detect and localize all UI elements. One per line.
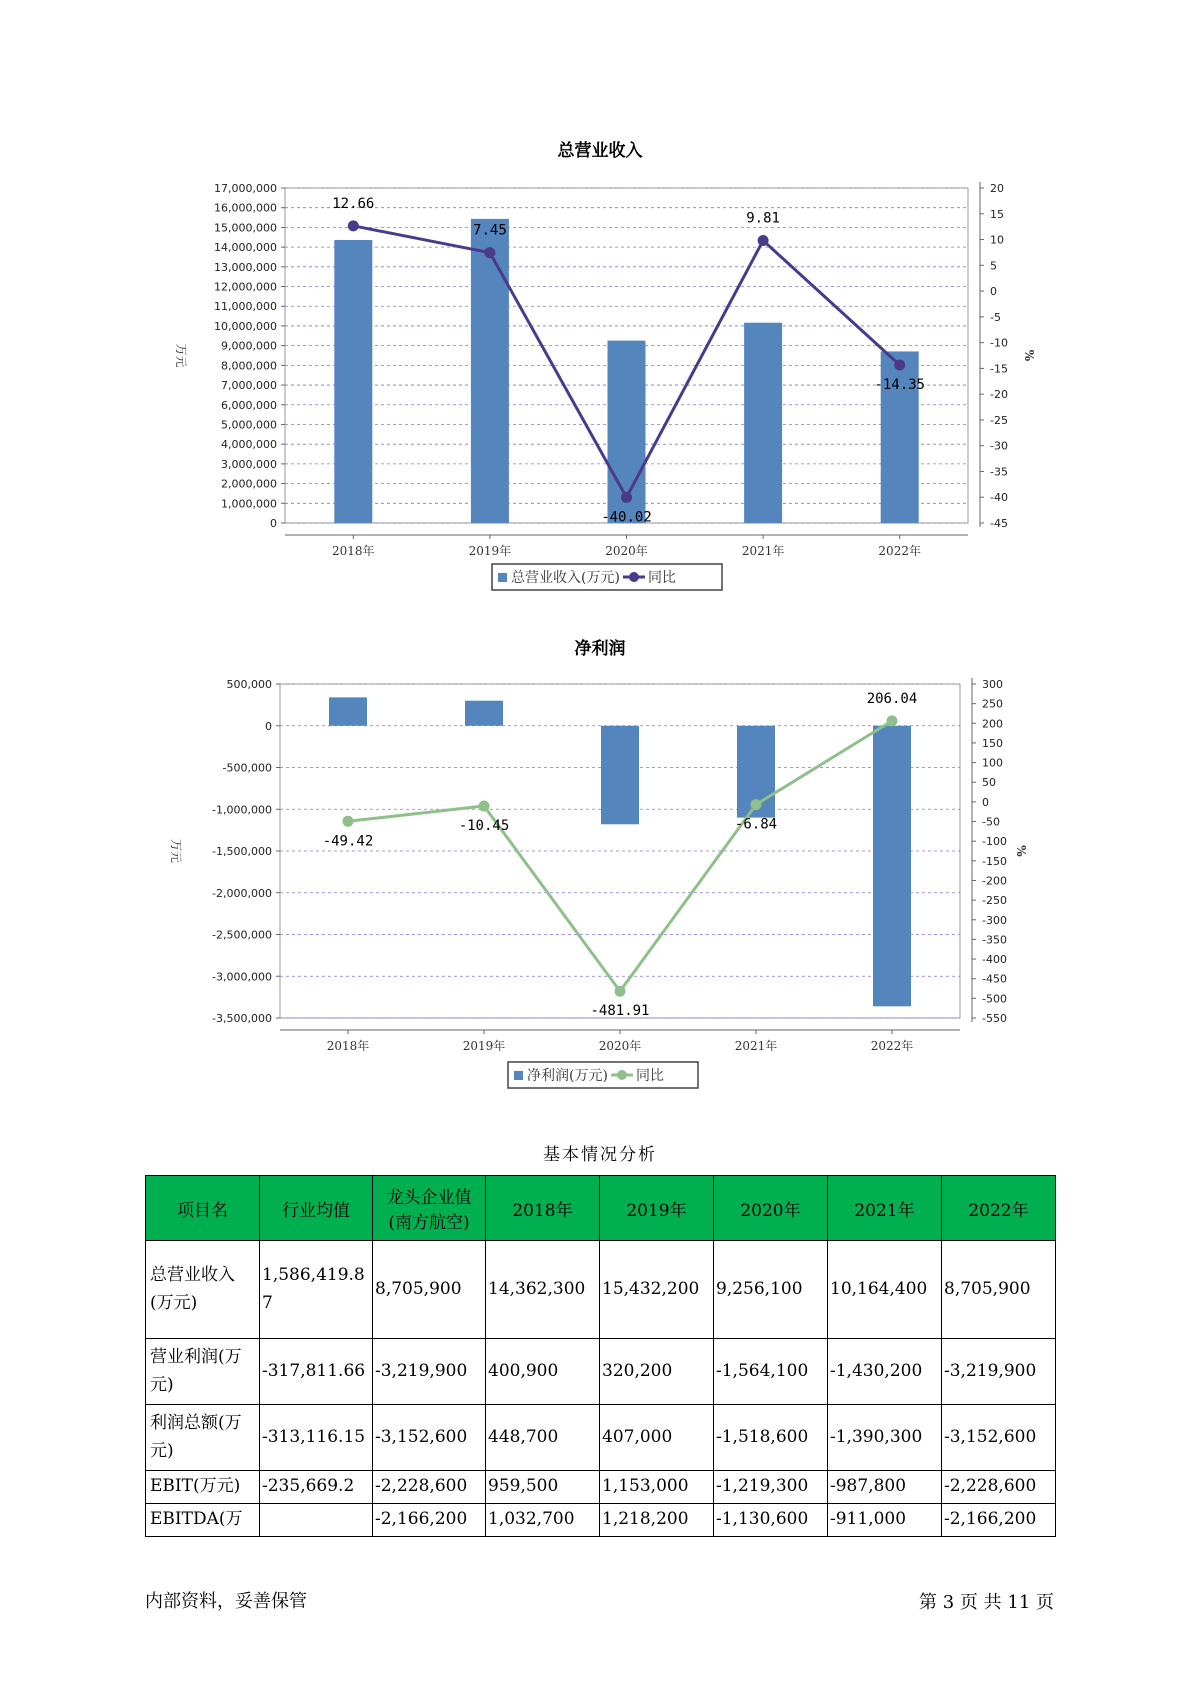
x-tick-label: 2018年 bbox=[326, 1039, 370, 1053]
table-cell: 10,164,400 bbox=[828, 1241, 942, 1339]
header-cell: 项目名 bbox=[146, 1176, 260, 1241]
y2-tick-label: -200 bbox=[982, 874, 1007, 888]
table-row bbox=[146, 1471, 1056, 1504]
y-tick-label: 12,000,000 bbox=[214, 280, 277, 294]
table-cell: -3,152,600 bbox=[373, 1405, 486, 1471]
y2-tick-label: -10 bbox=[990, 336, 1008, 350]
table-cell: 1,153,000 bbox=[600, 1471, 714, 1504]
y2-tick-label: -150 bbox=[982, 854, 1007, 868]
y2-tick-label: 0 bbox=[982, 795, 989, 809]
y-tick-label: 4,000,000 bbox=[221, 438, 277, 452]
y-tick-label: 1,000,000 bbox=[221, 497, 277, 511]
legend-point-swatch bbox=[629, 572, 639, 582]
yoy-point bbox=[343, 816, 354, 827]
table-cell: 400,900 bbox=[486, 1339, 600, 1405]
table-cell: -1,564,100 bbox=[714, 1339, 828, 1405]
y2-tick-label: 250 bbox=[982, 697, 1003, 711]
bar bbox=[744, 323, 782, 523]
y2-axis-label: % bbox=[1014, 845, 1028, 857]
y2-tick-label: -400 bbox=[982, 953, 1007, 967]
legend-line-label: 同比 bbox=[647, 570, 676, 586]
table-cell: -1,130,600 bbox=[714, 1504, 828, 1537]
y-tick-label: 8,000,000 bbox=[221, 359, 277, 373]
table-cell: 448,700 bbox=[486, 1405, 600, 1471]
y-tick-label: 15,000,000 bbox=[214, 221, 277, 235]
y-tick-label: 9,000,000 bbox=[221, 339, 277, 353]
y2-tick-label: -40 bbox=[990, 491, 1008, 505]
y2-tick-label: -30 bbox=[990, 439, 1008, 453]
y-tick-label: 3,000,000 bbox=[221, 457, 277, 471]
y-tick-label: 10,000,000 bbox=[214, 319, 277, 333]
x-tick-label: 2018年 bbox=[332, 544, 375, 558]
legend-bar-swatch bbox=[514, 1071, 523, 1080]
yoy-point bbox=[621, 492, 632, 503]
table-cell: 407,000 bbox=[600, 1405, 714, 1471]
y2-tick-label: -100 bbox=[982, 835, 1007, 849]
yoy-point bbox=[758, 235, 769, 246]
y-tick-label: 0 bbox=[265, 719, 272, 733]
y2-axis-label: % bbox=[1022, 349, 1036, 362]
table-cell: 14,362,300 bbox=[486, 1241, 600, 1339]
data-label: 206.04 bbox=[866, 690, 918, 707]
table-cell: 320,200 bbox=[600, 1339, 714, 1405]
yoy-point bbox=[894, 360, 905, 371]
table-cell: 959,500 bbox=[486, 1471, 600, 1504]
y2-tick-label: 200 bbox=[982, 717, 1003, 731]
x-tick-label: 2021年 bbox=[734, 1039, 778, 1053]
table-row bbox=[146, 1504, 1056, 1537]
data-label: -481.91 bbox=[590, 1003, 650, 1020]
y-tick-label: -1,000,000 bbox=[212, 803, 272, 817]
legend-bar-label: 净利润(万元) bbox=[527, 1068, 608, 1084]
data-label: -40.02 bbox=[601, 509, 652, 526]
table-cell bbox=[260, 1504, 373, 1537]
basic-analysis-table bbox=[145, 1175, 1056, 1537]
y-tick-label: -2,500,000 bbox=[212, 928, 272, 942]
table-cell: 8,705,900 bbox=[942, 1241, 1056, 1339]
y2-tick-label: 10 bbox=[990, 233, 1004, 247]
y2-tick-label: -35 bbox=[990, 465, 1008, 479]
y-axis-label: 万元 bbox=[169, 838, 183, 864]
revenue-chart-svg bbox=[0, 140, 1191, 600]
table-cell: -911,000 bbox=[828, 1504, 942, 1537]
data-label: -49.42 bbox=[322, 833, 374, 850]
table-cell: 1,218,200 bbox=[600, 1504, 714, 1537]
header-cell: 行业均值 bbox=[260, 1176, 373, 1241]
y2-tick-label: 20 bbox=[990, 182, 1004, 195]
x-tick-label: 2020年 bbox=[605, 544, 648, 558]
header-cell: 2021年 bbox=[828, 1176, 942, 1241]
row-name-cell: EBIT(万元) bbox=[146, 1471, 260, 1504]
table-header-row bbox=[146, 1176, 1056, 1241]
yoy-point bbox=[348, 220, 359, 231]
table-row bbox=[146, 1405, 1056, 1471]
yoy-point bbox=[751, 799, 762, 810]
table-cell: -2,228,600 bbox=[373, 1471, 486, 1504]
table-cell: -2,166,200 bbox=[373, 1504, 486, 1537]
x-tick-label: 2020年 bbox=[598, 1039, 642, 1053]
net-profit-chart bbox=[0, 636, 1191, 1096]
bar bbox=[329, 697, 367, 725]
y2-tick-label: -450 bbox=[982, 972, 1007, 986]
header-cell: 2020年 bbox=[714, 1176, 828, 1241]
row-name-cell: 总营业收入(万元) bbox=[146, 1241, 260, 1339]
bar bbox=[471, 219, 509, 523]
bar bbox=[601, 726, 639, 825]
y-axis-label: 万元 bbox=[174, 343, 188, 368]
table-cell: 1,586,419.87 bbox=[260, 1241, 373, 1339]
basic-analysis-section bbox=[145, 1140, 1055, 1537]
net-profit-chart-svg bbox=[0, 636, 1191, 1096]
table-cell: -313,116.15 bbox=[260, 1405, 373, 1471]
yoy-point bbox=[479, 800, 490, 811]
row-name-cell: 营业利润(万元) bbox=[146, 1339, 260, 1405]
table-cell: 8,705,900 bbox=[373, 1241, 486, 1339]
table-cell: 15,432,200 bbox=[600, 1241, 714, 1339]
y-tick-label: 14,000,000 bbox=[214, 241, 277, 255]
y-tick-label: 500,000 bbox=[226, 678, 272, 691]
revenue-chart bbox=[0, 140, 1191, 600]
y-tick-label: 5,000,000 bbox=[221, 418, 277, 432]
y2-tick-label: -300 bbox=[982, 913, 1007, 927]
table-cell: -3,219,900 bbox=[942, 1339, 1056, 1405]
table-cell: -1,219,300 bbox=[714, 1471, 828, 1504]
x-tick-label: 2019年 bbox=[462, 1039, 506, 1053]
y-tick-label: 2,000,000 bbox=[221, 477, 277, 491]
y-tick-label: 7,000,000 bbox=[221, 379, 277, 393]
x-tick-label: 2022年 bbox=[870, 1039, 914, 1053]
y2-tick-label: 50 bbox=[982, 776, 996, 790]
header-cell: 龙头企业值(南方航空) bbox=[373, 1176, 486, 1241]
y2-tick-label: 100 bbox=[982, 756, 1003, 770]
legend-line-label: 同比 bbox=[635, 1068, 664, 1084]
y2-tick-label: -25 bbox=[990, 413, 1008, 427]
table-title: 基本情况分析 bbox=[543, 1145, 657, 1165]
y2-tick-label: -350 bbox=[982, 933, 1007, 947]
footer-page-number: 第 3 页 共 11 页 bbox=[919, 1592, 1054, 1613]
x-tick-label: 2021年 bbox=[741, 544, 785, 558]
y-tick-label: -500,000 bbox=[222, 761, 272, 775]
y2-tick-label: -20 bbox=[990, 388, 1008, 402]
data-label: -10.45 bbox=[458, 817, 510, 834]
y2-tick-label: -5 bbox=[990, 310, 1001, 324]
y2-tick-label: -15 bbox=[990, 362, 1008, 376]
header-cell: 2018年 bbox=[486, 1176, 600, 1241]
table-row bbox=[146, 1241, 1056, 1339]
table-cell: 1,032,700 bbox=[486, 1504, 600, 1537]
y2-tick-label: 15 bbox=[990, 207, 1004, 221]
table-cell: -3,219,900 bbox=[373, 1339, 486, 1405]
table-cell: -2,228,600 bbox=[942, 1471, 1056, 1504]
y2-tick-label: 300 bbox=[982, 678, 1003, 691]
y2-tick-label: -550 bbox=[982, 1012, 1007, 1025]
y-tick-label: -3,000,000 bbox=[212, 970, 272, 984]
yoy-point bbox=[484, 247, 495, 258]
y-tick-label: -1,500,000 bbox=[212, 845, 272, 858]
table-cell: -317,811.66 bbox=[260, 1339, 373, 1405]
footer-confidential-note: 内部资料，妥善保管 bbox=[145, 1591, 307, 1612]
y2-tick-label: -500 bbox=[982, 992, 1007, 1006]
table-cell: -1,518,600 bbox=[714, 1405, 828, 1471]
table-row bbox=[146, 1339, 1056, 1405]
table-cell: -1,430,200 bbox=[828, 1339, 942, 1405]
legend-point-swatch bbox=[617, 1070, 627, 1080]
row-name-cell: EBITDA(万 bbox=[146, 1504, 260, 1537]
chart-title: 净利润 bbox=[574, 639, 626, 659]
yoy-point bbox=[887, 715, 898, 726]
y2-tick-label: -250 bbox=[982, 894, 1007, 908]
y-tick-label: 13,000,000 bbox=[214, 260, 277, 274]
table-cell: 9,256,100 bbox=[714, 1241, 828, 1339]
legend-bar-label: 总营业收入(万元) bbox=[511, 570, 620, 586]
bar bbox=[873, 726, 911, 1007]
legend-bar-swatch bbox=[498, 573, 507, 582]
y2-tick-label: 150 bbox=[982, 736, 1003, 750]
table-cell: -3,152,600 bbox=[942, 1405, 1056, 1471]
row-name-cell: 利润总额(万元) bbox=[146, 1405, 260, 1471]
table-cell: -1,390,300 bbox=[828, 1405, 942, 1471]
data-label: -14.35 bbox=[874, 377, 925, 394]
header-cell: 2019年 bbox=[600, 1176, 714, 1241]
data-label: -6.84 bbox=[734, 816, 778, 833]
data-label: 9.81 bbox=[746, 210, 780, 227]
bar bbox=[334, 240, 372, 523]
x-tick-label: 2019年 bbox=[468, 544, 512, 558]
table-cell: -235,669.2 bbox=[260, 1471, 373, 1504]
y2-tick-label: 5 bbox=[990, 259, 997, 273]
chart-title: 总营业收入 bbox=[557, 141, 643, 161]
y-tick-label: -2,000,000 bbox=[212, 886, 272, 900]
y2-tick-label: 0 bbox=[990, 285, 997, 299]
data-label: 7.45 bbox=[473, 222, 507, 239]
y-tick-label: -3,500,000 bbox=[212, 1012, 272, 1025]
y-tick-label: 17,000,000 bbox=[214, 182, 277, 195]
bar bbox=[465, 701, 503, 726]
data-label: 12.66 bbox=[332, 195, 375, 212]
yoy-point bbox=[615, 986, 626, 997]
header-cell: 2022年 bbox=[942, 1176, 1056, 1241]
y-tick-label: 0 bbox=[270, 517, 277, 530]
x-tick-label: 2022年 bbox=[878, 544, 921, 558]
table-cell: -2,166,200 bbox=[942, 1504, 1056, 1537]
y2-tick-label: -45 bbox=[990, 517, 1008, 530]
table-cell: -987,800 bbox=[828, 1471, 942, 1504]
y-tick-label: 6,000,000 bbox=[221, 398, 277, 412]
y-tick-label: 16,000,000 bbox=[214, 201, 277, 215]
y2-tick-label: -50 bbox=[982, 815, 1000, 829]
y-tick-label: 11,000,000 bbox=[214, 300, 277, 314]
